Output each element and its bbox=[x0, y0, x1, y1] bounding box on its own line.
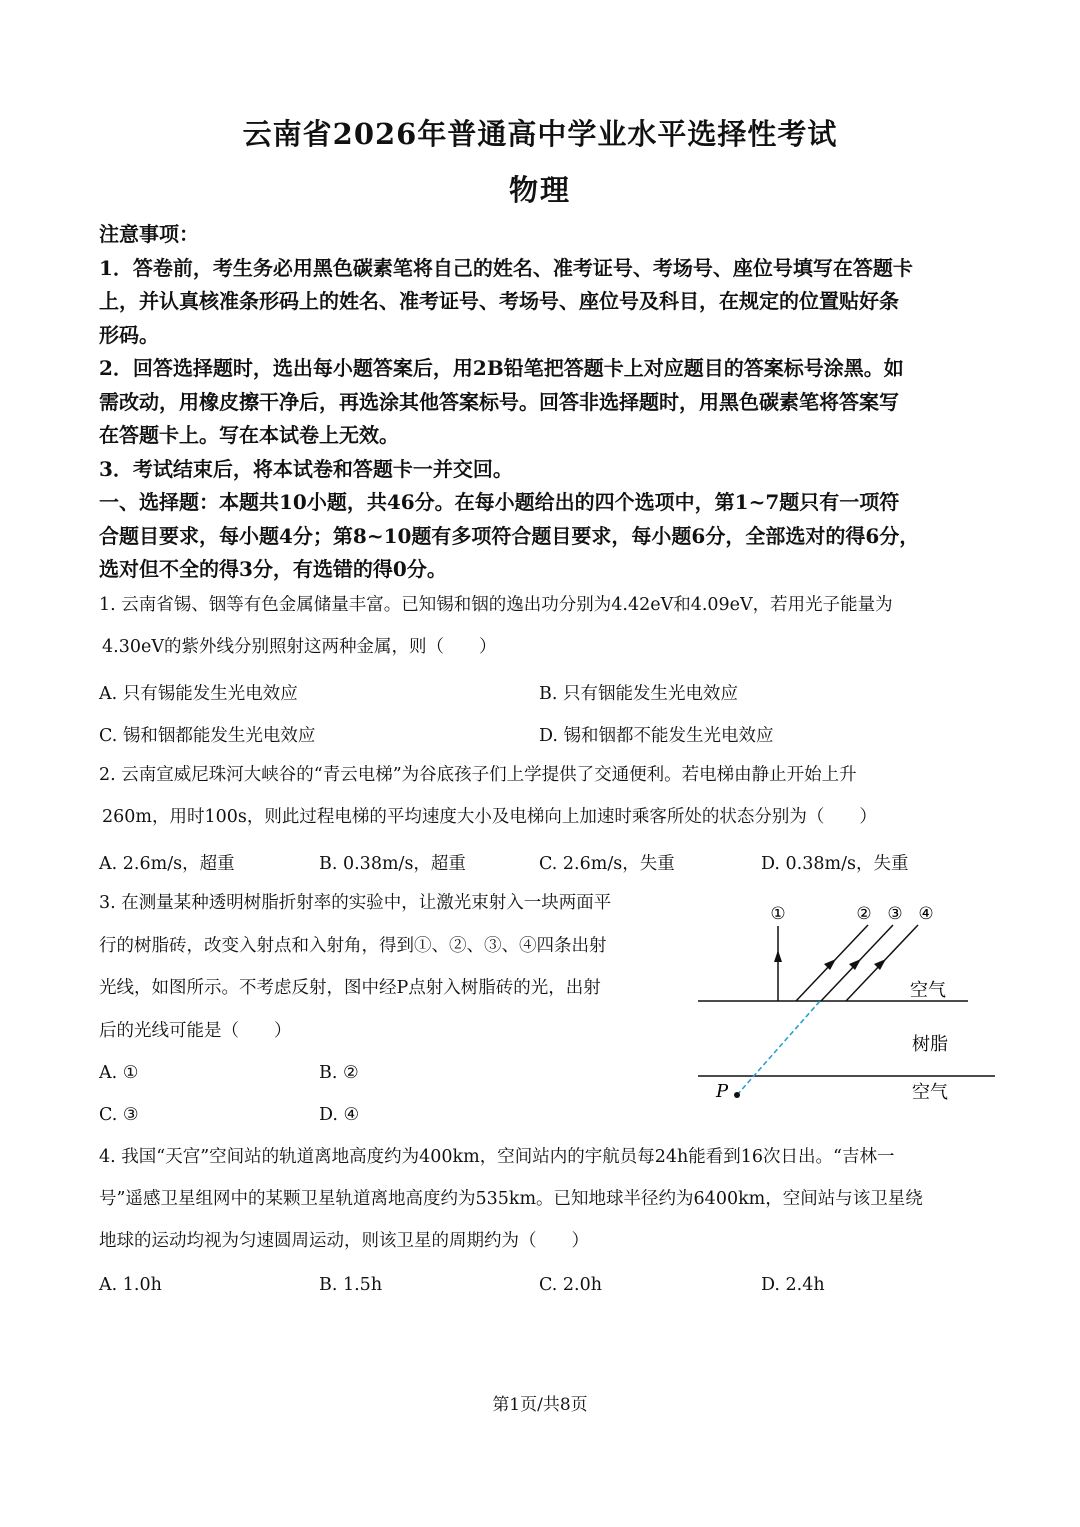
ray-label-3: ③ bbox=[887, 904, 903, 924]
question-1-stem bbox=[99, 584, 999, 668]
option-a: A. 1.0h bbox=[99, 1275, 162, 1295]
option-c: C. 2.6m/s，失重 bbox=[539, 854, 675, 874]
point-p-label: P bbox=[716, 1081, 729, 1102]
question-2-stem bbox=[99, 754, 999, 838]
question-line: 4.30eV的紫外线分别照射这两种金属，则（ ） bbox=[102, 637, 497, 657]
question-line: 3. 在测量某种透明树脂折射率的实验中，让激光束射入一块两面平 bbox=[99, 893, 612, 913]
exam-title: 云南省2026年普通高中学业水平选择性考试 bbox=[242, 117, 838, 151]
medium-label-resin: 树脂 bbox=[912, 1034, 948, 1055]
ray-4-arrow bbox=[874, 959, 886, 970]
question-line: 行的树脂砖，改变入射点和入射角，得到①、②、③、④四条出射 bbox=[99, 935, 607, 956]
option-d: D. 0.38m/s，失重 bbox=[761, 854, 909, 874]
medium-label-air-top: 空气 bbox=[910, 980, 946, 1001]
question-line: 2. 云南宣威尼珠河大峡谷的“青云电梯”为谷底孩子们上学提供了交通便利。若电梯由静止开始上升 bbox=[99, 765, 857, 785]
option-b: B. 只有铟能发生光电效应 bbox=[539, 684, 738, 704]
question-line: 光线，如图所示。不考虑反射，图中经P点射入树脂砖的光，出射 bbox=[99, 978, 601, 998]
instruction-line: 上，并认真核准条形码上的姓名、准考证号、考场号、座位号及科目，在规定的位置贴好条 bbox=[99, 289, 899, 313]
question-4-stem bbox=[99, 1136, 999, 1262]
ray-3-arrow bbox=[849, 959, 861, 970]
instructions-heading: 注意事项： bbox=[99, 222, 199, 246]
refraction-diagram bbox=[690, 890, 1000, 1130]
ray-1-arrow bbox=[774, 950, 782, 962]
instruction-line: 3．考试结束后，将本试卷和答题卡一并交回。 bbox=[99, 456, 513, 481]
option-c: C. 2.0h bbox=[539, 1275, 602, 1295]
subject-title: 物理 bbox=[508, 173, 571, 207]
section-heading-line: 一、选择题：本题共10小题，共46分。在每小题给出的四个选项中，第1~7题只有一项符 bbox=[99, 490, 900, 514]
instruction-line: 在答题卡上。写在本试卷上无效。 bbox=[99, 423, 399, 447]
question-line: 地球的运动均视为匀速圆周运动，则该卫星的周期约为（ ） bbox=[99, 1231, 589, 1251]
incident-ray-dashed bbox=[737, 1001, 820, 1095]
ray-2-arrow bbox=[824, 959, 836, 970]
section-heading-line: 选对但不全的得3分，有选错的得0分。 bbox=[99, 557, 447, 581]
instruction-line: 1．答卷前，考生务必用黑色碳素笔将自己的姓名、准考证号、考场号、座位号填写在答题卡 bbox=[99, 255, 913, 280]
option-b: B. ② bbox=[319, 1063, 359, 1083]
instruction-line: 2．回答选择题时，选出每小题答案后，用2B铅笔把答题卡上对应题目的答案标号涂黑。如 bbox=[99, 356, 904, 380]
ray-label-4: ④ bbox=[918, 904, 934, 924]
instructions bbox=[99, 218, 989, 587]
question-line: 1. 云南省锡、铟等有色金属储量丰富。已知锡和铟的逸出功分别为4.42eV和4.09eV，若用光子能量为 bbox=[99, 595, 893, 615]
medium-label-air-bottom: 空气 bbox=[912, 1082, 948, 1103]
question-line: 号”遥感卫星组网中的某颗卫星轨道离地高度约为535km。已知地球半径约为6400km，空间站与该卫星绕 bbox=[99, 1189, 923, 1209]
section-heading-line: 合题目要求，每小题4分；第8~10题有多项符合题目要求，每小题6分，全部选对的得6分， bbox=[99, 523, 920, 548]
ray-label-1: ① bbox=[770, 904, 786, 924]
option-d: D. 2.4h bbox=[761, 1275, 825, 1295]
instruction-line: 需改动，用橡皮擦干净后，再选涂其他答案标号。回答非选择题时，用黑色碳素笔将答案写 bbox=[99, 389, 899, 414]
option-c: C. ③ bbox=[99, 1105, 139, 1125]
option-a: A. 2.6m/s，超重 bbox=[99, 854, 235, 874]
option-d: D. ④ bbox=[319, 1105, 360, 1125]
question-line: 260m，用时100s，则此过程电梯的平均速度大小及电梯向上加速时乘客所处的状态分别为（ ） bbox=[102, 807, 877, 827]
page-number: 第1页/共8页 bbox=[492, 1395, 588, 1415]
point-p-dot bbox=[734, 1092, 740, 1098]
instruction-line: 形码。 bbox=[99, 322, 159, 347]
question-3-stem bbox=[99, 882, 659, 1052]
option-b: B. 0.38m/s，超重 bbox=[319, 854, 466, 874]
ray-label-2: ② bbox=[856, 904, 872, 924]
option-c: C. 锡和铟都能发生光电效应 bbox=[99, 726, 316, 746]
question-line: 后的光线可能是（ ） bbox=[99, 1020, 292, 1041]
option-d: D. 锡和铟都不能发生光电效应 bbox=[539, 726, 774, 746]
option-b: B. 1.5h bbox=[319, 1275, 383, 1295]
question-line: 4. 我国“天宫”空间站的轨道离地高度约为400km，空间站内的宇航员每24h能看到16次日出。“吉林一 bbox=[99, 1147, 895, 1167]
option-a: A. 只有锡能发生光电效应 bbox=[99, 684, 298, 704]
option-a: A. ① bbox=[99, 1063, 139, 1083]
